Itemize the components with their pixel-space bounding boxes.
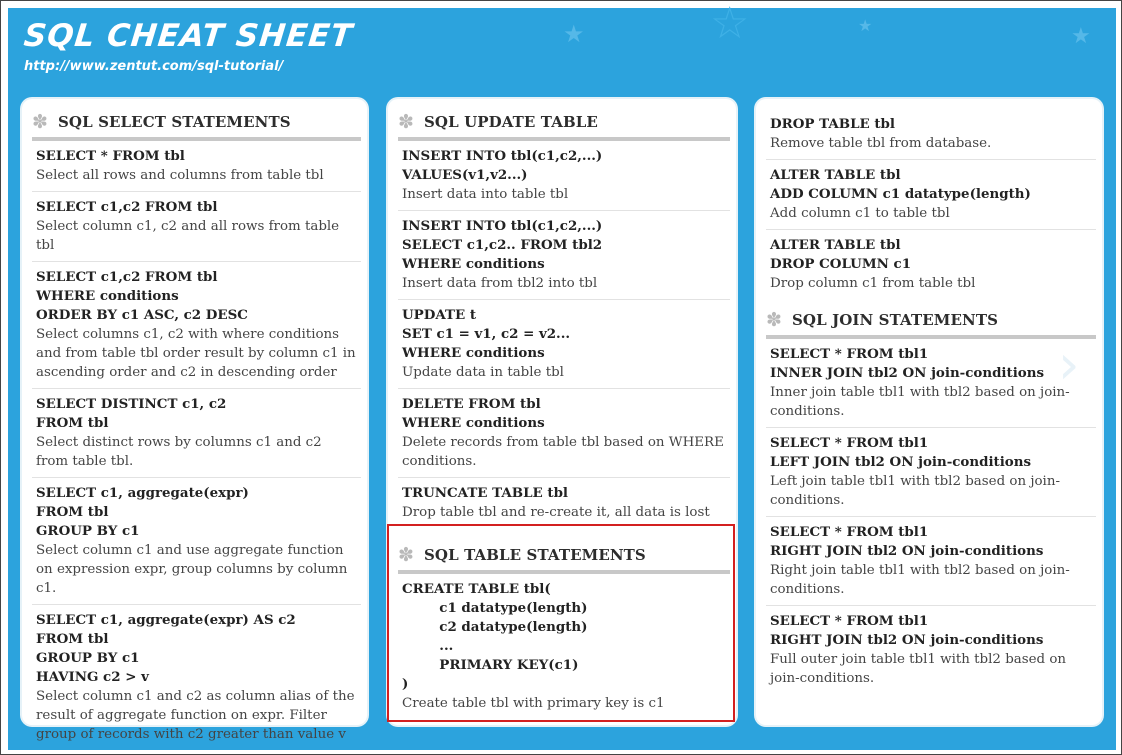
code-line: ALTER TABLE tbl <box>770 237 901 253</box>
entry-description: Select column c1 and use aggregate function on expression expr, group columns by column c1. <box>36 543 348 596</box>
gear-icon: ✽ <box>398 111 415 133</box>
code-line: SELECT * FROM tbl1 <box>770 435 929 451</box>
code-line: c1 datatype(length) <box>402 600 588 616</box>
code-line: ... <box>402 638 454 654</box>
sql-code <box>402 484 726 503</box>
sql-entry <box>32 389 361 478</box>
code-line: CREATE TABLE tbl( <box>402 581 551 597</box>
code-line: VALUES(v1,v2...) <box>402 167 528 183</box>
code-line: SELECT * FROM tbl <box>36 148 185 164</box>
sql-entry <box>766 230 1096 299</box>
sql-entry <box>398 478 730 528</box>
code-line: GROUP BY c1 <box>36 523 140 539</box>
code-line: SELECT c1, aggregate(expr) <box>36 485 249 501</box>
page-title: SQL CHEAT SHEET <box>22 18 355 54</box>
sql-code <box>770 523 1092 561</box>
sql-code <box>402 147 726 185</box>
sql-code <box>770 115 1092 134</box>
entry-description: Create table tbl with primary key is c1 <box>402 696 665 711</box>
code-line: SET c1 = v1, c2 = v2... <box>402 326 571 342</box>
star-decoration-icon: ★ <box>1071 24 1091 49</box>
section-heading-label: SQL SELECT STATEMENTS <box>58 113 291 131</box>
star-decoration-icon: ★ <box>858 16 873 35</box>
code-line: INNER JOIN tbl2 ON join-conditions <box>770 365 1044 381</box>
code-line: WHERE conditions <box>36 288 179 304</box>
code-line: ADD COLUMN c1 datatype(length) <box>770 186 1031 202</box>
code-line: HAVING c2 > v <box>36 669 149 685</box>
sql-entry <box>32 478 361 605</box>
code-line: SELECT * FROM tbl1 <box>770 346 929 362</box>
entry-description: Left join table tbl1 with tbl2 based on join-conditions. <box>770 474 1060 508</box>
code-line: DROP TABLE tbl <box>770 116 895 132</box>
entry-description: Add column c1 to table tbl <box>770 206 950 221</box>
sql-entry <box>32 141 361 192</box>
code-line: SELECT * FROM tbl1 <box>770 613 929 629</box>
code-line: UPDATE t <box>402 307 477 323</box>
sql-entry <box>766 517 1096 606</box>
entry-description: Drop column c1 from table tbl <box>770 276 976 291</box>
entry-list <box>756 109 1102 299</box>
entry-description: Remove table tbl from database. <box>770 136 992 151</box>
sql-code <box>36 484 357 541</box>
code-line: SELECT c1,c2 FROM tbl <box>36 199 218 215</box>
sql-code <box>402 306 726 363</box>
code-line: INSERT INTO tbl(c1,c2,...) <box>402 148 603 164</box>
code-line: RIGHT JOIN tbl2 ON join-conditions <box>770 632 1044 648</box>
sql-entry <box>398 141 730 211</box>
code-line: SELECT c1,c2.. FROM tbl2 <box>402 237 603 253</box>
section-heading <box>32 109 361 141</box>
code-line: ORDER BY c1 ASC, c2 DESC <box>36 307 248 323</box>
code-line: GROUP BY c1 <box>36 650 140 666</box>
entry-description: Select column c1 and c2 as column alias of the result of aggregate function on expr. Filter group of records with c2 greater than value v <box>36 689 355 742</box>
sql-entry <box>32 605 361 750</box>
code-line: LEFT JOIN tbl2 ON join-conditions <box>770 454 1032 470</box>
gear-icon: ✽ <box>32 111 49 133</box>
entry-list <box>756 333 1102 694</box>
code-line: FROM tbl <box>36 631 109 647</box>
code-line: WHERE conditions <box>402 256 545 272</box>
select-statements-card <box>22 99 367 742</box>
star-decoration-icon: ★ <box>563 20 585 48</box>
sql-code <box>402 217 726 274</box>
cheat-sheet-poster <box>8 0 1116 750</box>
code-line: WHERE conditions <box>402 415 545 431</box>
chevron-right-icon[interactable]: › <box>1058 333 1080 396</box>
sql-entry <box>766 160 1096 230</box>
code-line: FROM tbl <box>36 504 109 520</box>
code-line: INSERT INTO tbl(c1,c2,...) <box>402 218 603 234</box>
sql-code <box>770 236 1092 274</box>
code-line: DROP COLUMN c1 <box>770 256 912 272</box>
code-line: RIGHT JOIN tbl2 ON join-conditions <box>770 543 1044 559</box>
sql-code <box>36 268 357 325</box>
star-decoration-icon: ☆ <box>710 0 750 49</box>
entry-description: Delete records from table tbl based on WHERE conditions. <box>402 435 724 469</box>
code-line: TRUNCATE TABLE tbl <box>402 485 569 501</box>
sql-code <box>36 147 357 166</box>
entry-description: Select distinct rows by columns c1 and c2 from table tbl. <box>36 435 322 469</box>
code-line: c2 datatype(length) <box>402 619 588 635</box>
highlight-box <box>387 524 735 722</box>
entry-description: Right join table tbl1 with tbl2 based on join-conditions. <box>770 563 1070 597</box>
sql-code <box>770 434 1092 472</box>
sql-entry <box>766 428 1096 517</box>
gear-icon: ✽ <box>398 544 415 566</box>
sql-code <box>402 395 726 433</box>
sql-code <box>36 395 357 433</box>
entry-description: Insert data from tbl2 into tbl <box>402 276 598 291</box>
section-heading <box>766 307 1096 339</box>
sql-entry <box>398 389 730 478</box>
sql-entry <box>32 262 361 389</box>
entry-description: Drop table tbl and re-create it, all data is lost <box>402 505 710 520</box>
entry-description: Inner join table tbl1 with tbl2 based on join-conditions. <box>770 385 1070 419</box>
code-line: PRIMARY KEY(c1) <box>402 657 579 673</box>
source-url: http://www.zentut.com/sql-tutorial/ <box>24 59 284 74</box>
code-line: ) <box>402 676 409 692</box>
entry-description: Select all rows and columns from table tbl <box>36 168 324 183</box>
sql-entry <box>766 333 1096 428</box>
entry-description: Full outer join table tbl1 with tbl2 based on join-conditions. <box>770 652 1067 686</box>
sql-code <box>36 198 357 217</box>
entry-description: Insert data into table tbl <box>402 187 569 202</box>
sql-entry <box>398 300 730 389</box>
entry-description: Select column c1, c2 and all rows from table tbl <box>36 219 340 253</box>
code-line: FROM tbl <box>36 415 109 431</box>
sql-entry <box>766 606 1096 694</box>
code-line: SELECT c1, aggregate(expr) AS c2 <box>36 612 296 628</box>
code-line: SELECT * FROM tbl1 <box>770 524 929 540</box>
code-line: ALTER TABLE tbl <box>770 167 901 183</box>
entry-description: Update data in table tbl <box>402 365 564 380</box>
code-line: DELETE FROM tbl <box>402 396 541 412</box>
section-heading <box>398 109 730 141</box>
entry-list <box>388 141 736 528</box>
sql-code <box>770 166 1092 204</box>
section-heading-label: SQL JOIN STATEMENTS <box>792 311 999 329</box>
section-heading-label: SQL TABLE STATEMENTS <box>424 546 646 564</box>
code-line: SELECT DISTINCT c1, c2 <box>36 396 227 412</box>
section-heading-label: SQL UPDATE TABLE <box>424 113 598 131</box>
table-and-join-card <box>756 99 1102 725</box>
sql-entry <box>32 192 361 262</box>
gear-icon: ✽ <box>766 309 783 331</box>
entry-list <box>22 141 367 750</box>
sql-code <box>36 611 357 687</box>
code-line: SELECT c1,c2 FROM tbl <box>36 269 218 285</box>
entry-description: Select columns c1, c2 with where conditions and from table tbl order result by column c1 in ascending order and c2 in descending order <box>36 327 356 380</box>
code-line: WHERE conditions <box>402 345 545 361</box>
sql-entry <box>398 211 730 300</box>
sql-code <box>770 612 1092 650</box>
sql-code <box>770 345 1092 383</box>
sql-entry <box>766 109 1096 160</box>
